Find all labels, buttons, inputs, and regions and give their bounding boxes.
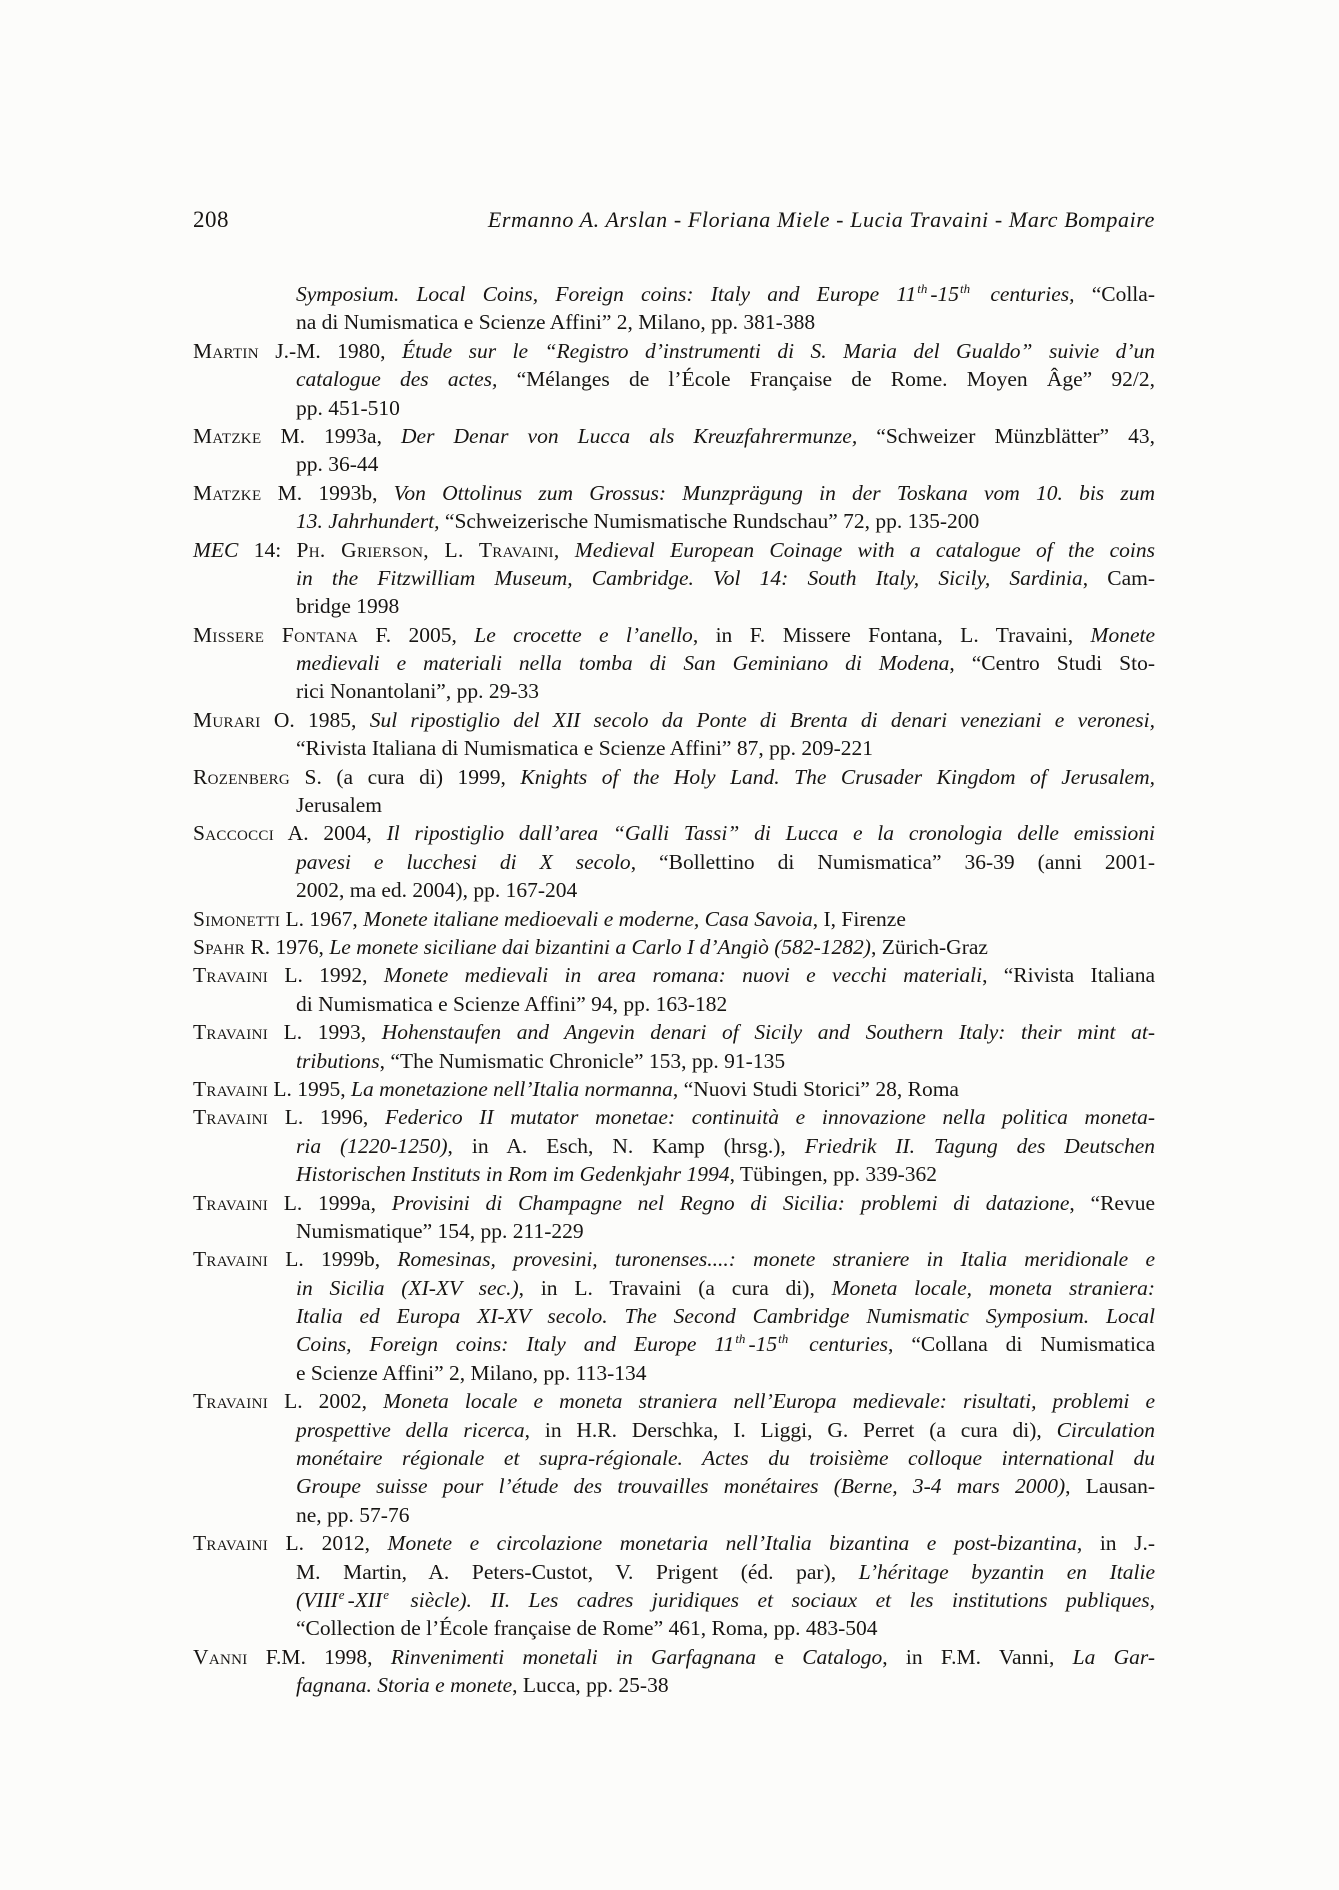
- bib-line: [193, 1245, 1155, 1273]
- bib-text-segment: , “Revue: [1069, 1190, 1156, 1215]
- bib-text-segment: Travaini: [193, 1020, 268, 1045]
- bib-line: [193, 536, 1155, 564]
- bib-text-segment: Moneta locale, moneta straniera:: [831, 1275, 1155, 1300]
- bib-text-segment: Travaini: [193, 1105, 268, 1130]
- bib-text-segment: centuries,: [973, 282, 1092, 306]
- bib-entry: [193, 1643, 1155, 1700]
- bib-text-segment: Travaini: [193, 1531, 268, 1556]
- bib-text-segment: , in A. Esch, N. Kamp (hrsg.),: [447, 1133, 805, 1158]
- bib-line: [193, 848, 1155, 876]
- bib-line: [193, 365, 1155, 393]
- bib-text-segment: bridge 1998: [296, 594, 400, 619]
- bib-text-segment: , in H.R. Derschka, I. Liggi, G. Perret (a cura di),: [524, 1417, 1057, 1442]
- bib-text-segment: Der Denar von Lucca als Kreuzfahrermunze,: [401, 423, 877, 448]
- bib-line: [193, 1160, 1155, 1188]
- bib-text-segment: , I, Firenze: [812, 906, 906, 931]
- bib-text-segment: pavesi e lucchesi di X secolo: [296, 849, 631, 874]
- bib-text-segment: Rozenberg: [193, 764, 291, 789]
- bib-text-segment: e: [756, 1644, 803, 1669]
- bib-line: [193, 649, 1155, 677]
- bib-text-segment: Missere Fontana: [193, 622, 359, 647]
- bib-line: [193, 1387, 1155, 1415]
- bib-text-segment: “Colla-: [1091, 282, 1155, 306]
- bib-text-segment: L. 1967,: [280, 906, 364, 931]
- bib-text-segment: Numismatique” 154, pp. 211-229: [296, 1218, 584, 1243]
- bib-entry: [193, 1018, 1155, 1075]
- bib-text-segment: Vanni: [193, 1644, 248, 1669]
- bib-line: [193, 621, 1155, 649]
- bib-text-segment: Monete italiane medioevali e moderne, Casa Savoia: [363, 906, 813, 931]
- bib-text-segment: Étude sur le “Registro d’instrumenti di S. Maria del Gualdo” suivie d’un: [402, 338, 1155, 363]
- bib-entry: [193, 479, 1155, 536]
- bib-entry: [193, 933, 1155, 961]
- page-header: [193, 206, 1155, 238]
- bib-text-segment: , “Collana di Numismatica: [888, 1332, 1155, 1357]
- bib-text-segment: , “Centro Studi Sto-: [949, 651, 1155, 676]
- bib-text-segment: , Lucca, pp. 25-38: [512, 1673, 669, 1698]
- bib-text-segment: Provisini di Champagne nel Regno di Sicilia: problemi di datazione: [391, 1190, 1070, 1215]
- bib-text-segment: Spahr: [193, 934, 246, 959]
- bib-text-segment: -15: [930, 282, 960, 306]
- bib-text-segment: F. 2005,: [358, 622, 475, 647]
- bib-text-segment: Rinvenimenti monetali in Garfagnana: [390, 1644, 757, 1669]
- bib-line: [193, 1501, 1155, 1529]
- bib-text-segment: Groupe suisse pour l’étude des trouvailles monétaires (Berne, 3-4 mars 2000): [296, 1474, 1066, 1499]
- bib-text-segment: rici Nonantolani”, pp. 29-33: [296, 679, 540, 704]
- bib-text-segment: Le crocette e l’anello: [474, 622, 693, 647]
- bib-text-segment: , Cam-: [1082, 565, 1155, 590]
- bib-line: [193, 677, 1155, 705]
- bib-line: [193, 1671, 1155, 1699]
- bib-text-segment: th: [960, 281, 971, 296]
- bib-entry: [193, 1387, 1155, 1529]
- bib-entry: [193, 905, 1155, 933]
- bib-line: [193, 564, 1155, 592]
- bib-line: [193, 1444, 1155, 1472]
- bib-text-segment: Moneta locale e moneta straniera nell’Europa medievale: risultati, problemi e: [383, 1389, 1155, 1414]
- bib-text-segment: Circulation: [1056, 1417, 1155, 1442]
- bib-line: [193, 819, 1155, 847]
- bib-text-segment: th: [735, 1331, 746, 1347]
- bib-text-segment: Symposium. Local Coins, Foreign coins: Italy and Europe 11: [296, 282, 917, 306]
- bib-text-segment: “Rivista Italiana di Numismatica e Scienze Affini” 87, pp. 209-221: [296, 736, 873, 761]
- bib-text-segment: Romesinas, provesini, turonenses....: monete straniere in Italia meridionale e: [397, 1247, 1155, 1272]
- bib-text-segment: L. 1996,: [268, 1105, 385, 1130]
- bib-line: [193, 763, 1155, 791]
- bib-text-segment: Coins, Foreign coins: Italy and Europe 11: [296, 1332, 735, 1357]
- bib-text-segment: L. 2012,: [268, 1531, 388, 1556]
- bib-text-segment: Murari: [193, 707, 261, 732]
- bib-line: [193, 479, 1155, 507]
- bib-text-segment: Medieval European Coinage with a catalogue of the coins: [559, 537, 1155, 562]
- bib-text-segment: monétaire régionale et supra-régionale. Actes du troisième colloque international du: [296, 1446, 1155, 1471]
- bib-text-segment: M. 1993a,: [261, 423, 402, 448]
- bib-line: [193, 876, 1155, 904]
- bib-line: [193, 422, 1155, 450]
- bib-text-segment: Hohenstaufen and Angevin denari of Sicily and Southern Italy: their mint at-: [381, 1020, 1155, 1045]
- bib-text-segment: Knights of the Holy Land. The Crusader Kingdom of Jerusalem,: [520, 764, 1155, 789]
- bib-text-segment: pp. 36-44: [296, 452, 379, 477]
- bib-text-segment: siècle). II. Les cadres juridiques et sociaux et les institutions publiques,: [391, 1587, 1155, 1612]
- bib-text-segment: Travaini: [193, 1190, 268, 1215]
- bib-line: [193, 1132, 1155, 1160]
- bib-text-segment: , in L. Travaini (a cura di),: [518, 1275, 832, 1300]
- bib-text-segment: Matzke: [193, 423, 262, 448]
- bib-line: [193, 1330, 1155, 1358]
- bib-text-segment: Il ripostiglio dall’area “Galli Tassi” di Lucca e la cronologia delle emissioni: [386, 821, 1156, 846]
- running-head: Ermanno A. Arslan - Floriana Miele - Lucia Travaini - Marc Bompaire: [487, 207, 1155, 232]
- bib-text-segment: “Collection de l’École française de Rome” 461, Roma, pp. 483-504: [296, 1616, 878, 1641]
- bib-text-segment: Martin: [193, 338, 259, 363]
- page-number: 208: [193, 207, 229, 232]
- bib-text-segment: in the Fitzwilliam Museum, Cambridge. Vol 14: South Italy, Sicily, Sardinia: [296, 565, 1083, 590]
- bib-text-segment: in Sicilia (XI-XV sec.): [296, 1275, 519, 1300]
- bib-line: [193, 1416, 1155, 1444]
- bib-entry: [193, 961, 1155, 1018]
- bib-text-segment: L. 1995,: [268, 1076, 352, 1101]
- bib-text-segment: -15: [748, 1332, 778, 1357]
- bib-text-segment: J.-M. 1980,: [258, 338, 402, 363]
- bib-text-segment: Ph. Grierson, L. Travaini,: [296, 537, 560, 562]
- bib-line: [193, 1103, 1155, 1131]
- bib-entry: [193, 280, 1155, 337]
- bib-text-segment: , Lausan-: [1065, 1474, 1155, 1499]
- bib-line: [193, 1614, 1155, 1642]
- bib-text-segment: MEC: [193, 537, 239, 562]
- bib-entry: [193, 1529, 1155, 1643]
- bib-line: [193, 1558, 1155, 1586]
- bib-text-segment: “Mélanges de l’École Française de Rome. Moyen Âge” 92/2,: [516, 367, 1155, 392]
- bib-text-segment: e Scienze Affini” 2, Milano, pp. 113-134: [296, 1360, 647, 1385]
- bib-text-segment: A. 2004,: [274, 821, 387, 846]
- bib-line: [193, 961, 1155, 989]
- bib-line: [193, 734, 1155, 762]
- bib-line: [193, 507, 1155, 535]
- bib-text-segment: 13. Jahrhundert,: [296, 509, 445, 534]
- bib-line: [193, 990, 1155, 1018]
- bib-line: [193, 905, 1155, 933]
- bib-text-segment: , “Nuovi Studi Storici” 28, Roma: [672, 1076, 959, 1101]
- bib-text-segment: L. 1999a,: [268, 1190, 392, 1215]
- bib-text-segment: Saccocci: [193, 821, 275, 846]
- bib-text-segment: Monete e circolazione monetaria nell’Italia bizantina e post-bizantina: [387, 1531, 1077, 1556]
- bib-text-segment: S. (a cura di) 1999,: [290, 764, 521, 789]
- bib-entry: [193, 536, 1155, 621]
- bib-line: [193, 1274, 1155, 1302]
- bib-text-segment: prospettive della ricerca: [296, 1417, 525, 1442]
- bib-text-segment: na di Numismatica e Scienze Affini” 2, Milano, pp. 381-388: [296, 310, 816, 335]
- bib-text-segment: Historischen Instituts in Rom im Gedenkjahr 1994: [296, 1162, 730, 1187]
- bib-text-segment: e: [383, 1586, 389, 1602]
- bib-text-segment: Travaini: [193, 963, 268, 988]
- bib-line: [193, 308, 1155, 336]
- bib-text-segment: F.M. 1998,: [247, 1644, 391, 1669]
- bibliography: [193, 280, 1155, 1700]
- bib-text-segment: e: [338, 1586, 345, 1602]
- bib-text-segment: , in F. Missere Fontana, L. Travaini,: [692, 622, 1091, 647]
- bib-entry: [193, 1103, 1155, 1188]
- bib-text-segment: tributions: [296, 1048, 380, 1073]
- bib-text-segment: L. 1999b,: [268, 1247, 398, 1272]
- bib-line: [193, 1472, 1155, 1500]
- bib-text-segment: , “The Numismatic Chronicle” 153, pp. 91-135: [379, 1048, 786, 1073]
- bib-line: [193, 450, 1155, 478]
- bib-text-segment: Italia ed Europa XI-XV secolo. The Second Cambridge Numismatic Symposium. Local: [296, 1304, 1155, 1329]
- bib-text-segment: th: [917, 281, 928, 296]
- bib-text-segment: Travaini: [193, 1389, 268, 1414]
- bib-text-segment: Travaini: [193, 1247, 268, 1272]
- bib-text-segment: , “Bollettino di Numismatica” 36-39 (anni 2001-: [630, 849, 1155, 874]
- bib-line: [193, 791, 1155, 819]
- bib-text-segment: 14:: [238, 537, 297, 562]
- bib-text-segment: catalogue des actes,: [296, 367, 517, 392]
- bib-text-segment: M. 1993b,: [261, 480, 394, 505]
- bib-line: [193, 1217, 1155, 1245]
- bib-entry: [193, 337, 1155, 422]
- bib-entry: [193, 1075, 1155, 1103]
- bib-line: [193, 337, 1155, 365]
- bib-text-segment: (VIII: [296, 1587, 338, 1612]
- bib-text-segment: Von Ottolinus zum Grossus: Munzprägung in der Toskana vom 10. bis zum: [393, 480, 1156, 505]
- bib-text-segment: ne, pp. 57-76: [296, 1502, 410, 1527]
- bib-text-segment: di Numismatica e Scienze Affini” 94, pp. 163-182: [296, 991, 728, 1016]
- bib-line: [193, 706, 1155, 734]
- bib-text-segment: Matzke: [193, 480, 262, 505]
- bib-line: [193, 1302, 1155, 1330]
- bib-line: [193, 1047, 1155, 1075]
- bib-text-segment: La monetazione nell’Italia normanna: [351, 1076, 673, 1101]
- bib-text-segment: Monete: [1090, 622, 1155, 647]
- bib-entry: [193, 422, 1155, 479]
- bib-text-segment: O. 1985,: [260, 707, 370, 732]
- bib-text-segment: L. 1993,: [268, 1020, 382, 1045]
- bib-line: [193, 280, 1155, 308]
- bib-text-segment: 2002, ma ed. 2004), pp. 167-204: [296, 878, 578, 903]
- bib-text-segment: Sul ripostiglio del XII secolo da Ponte di Brenta di denari veneziani e veronesi,: [369, 707, 1155, 732]
- bib-text-segment: pp. 451-510: [296, 395, 400, 420]
- bib-line: [193, 1075, 1155, 1103]
- bib-text-segment: , Tübingen, pp. 339-362: [729, 1162, 937, 1187]
- bib-text-segment: “Schweizerische Numismatische Rundschau” 72, pp. 135-200: [444, 509, 980, 534]
- bib-entry: [193, 706, 1155, 763]
- bib-text-segment: , “Rivista Italiana: [982, 963, 1155, 988]
- bib-text-segment: Simonetti: [193, 906, 281, 931]
- bib-entry: [193, 819, 1155, 904]
- bib-text-segment: medievali e materiali nella tomba di San Geminiano di Modena: [296, 651, 950, 676]
- bib-text-segment: th: [778, 1331, 789, 1347]
- bib-text-segment: ria (1220-1250): [296, 1133, 448, 1158]
- bib-text-segment: centuries: [791, 1332, 888, 1357]
- bib-text-segment: -XII: [347, 1587, 383, 1612]
- bib-entry: [193, 621, 1155, 706]
- bib-text-segment: Monete medievali in area romana: nuovi e vecchi materiali: [383, 963, 983, 988]
- bib-text-segment: La Gar-: [1072, 1644, 1155, 1669]
- bib-line: [193, 1359, 1155, 1387]
- bib-line: [193, 933, 1155, 961]
- bib-text-segment: L’héritage byzantin en Italie: [858, 1559, 1155, 1584]
- bib-entry: [193, 763, 1155, 820]
- bib-text-segment: L. 1992,: [268, 963, 384, 988]
- bib-text-segment: L. 2002,: [268, 1389, 384, 1414]
- bib-line: [193, 1018, 1155, 1046]
- bib-line: [193, 1586, 1155, 1614]
- bib-entry: [193, 1245, 1155, 1387]
- bib-line: [193, 1529, 1155, 1557]
- bib-line: [193, 592, 1155, 620]
- bib-text-segment: “Schweizer Münzblätter” 43,: [876, 423, 1155, 448]
- bib-entry: [193, 1189, 1155, 1246]
- bib-text-segment: Friedrik II. Tagung des Deutschen: [804, 1133, 1156, 1158]
- bib-text-segment: R. 1976,: [245, 934, 330, 959]
- bib-text-segment: Federico II mutator monetae: continuità e innovazione nella politica moneta-: [384, 1105, 1156, 1130]
- bib-text-segment: , Zürich-Graz: [870, 934, 988, 959]
- bib-line: [193, 1643, 1155, 1671]
- bib-text-segment: , in F.M. Vanni,: [882, 1644, 1073, 1669]
- bib-text-segment: Jerusalem: [296, 793, 382, 818]
- bib-text-segment: Catalogo: [802, 1644, 883, 1669]
- bib-text-segment: , in J.-: [1076, 1531, 1155, 1556]
- bib-text-segment: Travaini: [193, 1076, 268, 1101]
- bib-text-segment: M. Martin, A. Peters-Custot, V. Prigent (éd. par),: [296, 1559, 859, 1584]
- bib-line: [193, 1189, 1155, 1217]
- bib-text-segment: Le monete siciliane dai bizantini a Carlo I d’Angiò (582-1282): [329, 934, 871, 959]
- bib-line: [193, 394, 1155, 422]
- bib-text-segment: fagnana. Storia e monete: [296, 1673, 513, 1698]
